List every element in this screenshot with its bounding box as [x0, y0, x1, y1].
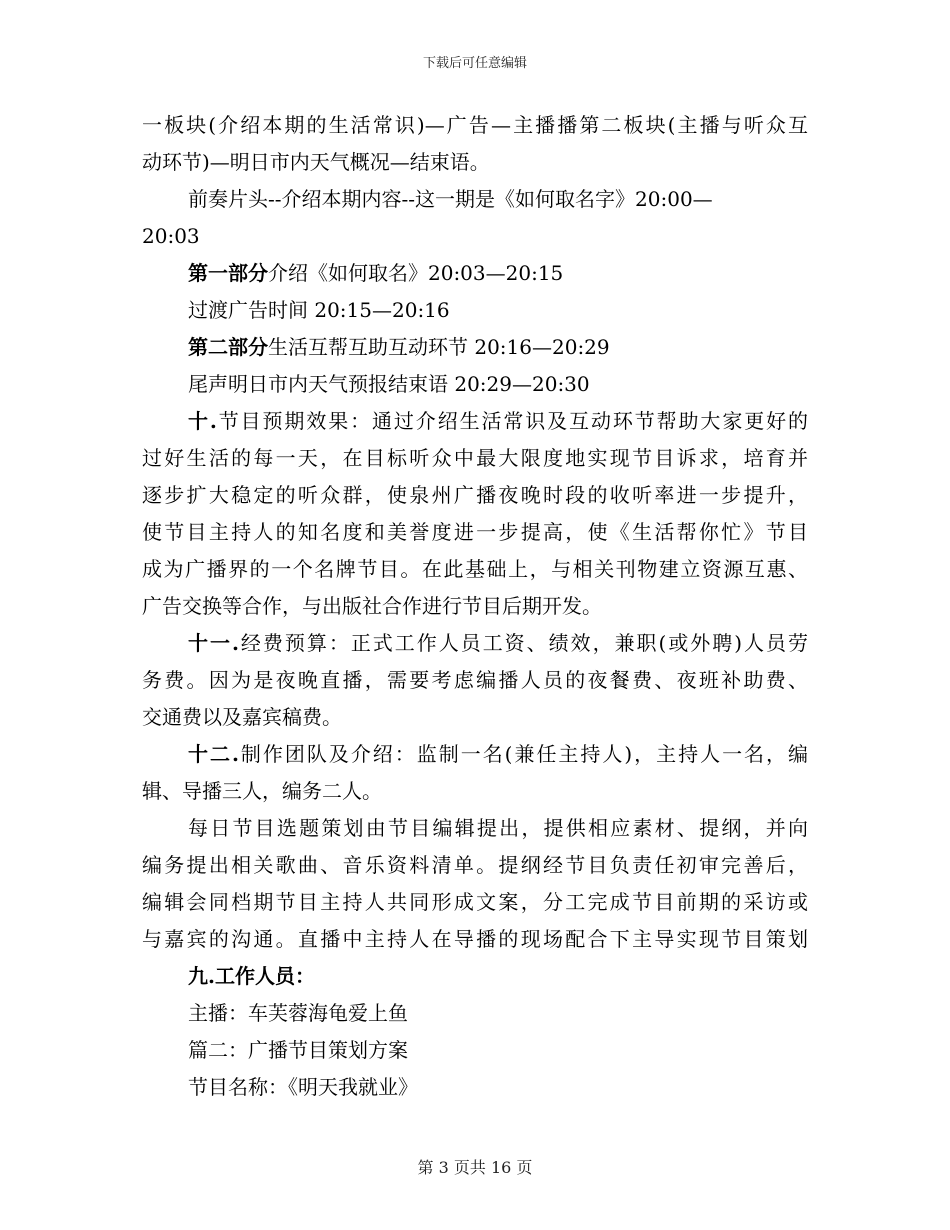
text-line: [142, 477, 808, 514]
line-text: 使节目主持人的知名度和美誉度进一步提高，使《生活帮你忙》节目: [142, 520, 808, 544]
line-text: 尾声明日市内天气预报结束语 20:29—20:30: [188, 372, 590, 396]
line-text: 过好生活的每一天，在目标听众中最大限度地实现节目诉求，培育并: [142, 446, 808, 470]
line-text: 节目名称：《明天我就业》: [188, 1075, 418, 1099]
text-line: [142, 107, 808, 144]
text-line: [142, 292, 808, 329]
page-footer: 第 3 页共 16 页: [417, 1158, 533, 1177]
line-text: 编务提出相关歌曲、音乐资料清单。提纲经节目负责任初审完善后，: [142, 853, 808, 877]
line-text: 广告交换等合作，与出版社合作进行节目后期开发。: [142, 594, 602, 618]
line-text: 介绍《如何取名》20:03—20:15: [268, 261, 564, 285]
line-text: 成为广播界的一个名牌节目。在此基础上，与相关刊物建立资源互惠、: [142, 557, 808, 581]
line-text: 务费。因为是夜晚直播，需要考虑编播人员的夜餐费、夜班补助费、: [142, 668, 808, 692]
text-line: [142, 440, 808, 477]
line-text: 节目预期效果：通过介绍生活常识及互动环节帮助大家更好的: [216, 409, 808, 433]
text-line: [142, 625, 808, 662]
text-line: [142, 810, 808, 847]
line-text: 篇二：广播节目策划方案: [188, 1038, 408, 1062]
line-text: 交通费以及嘉宾稿费。: [142, 705, 342, 729]
bold-heading: 十二.: [188, 742, 239, 766]
line-text: 与嘉宾的沟通。直播中主持人在导播的现场配合下主导实现节目策划: [142, 927, 808, 951]
text-line: [142, 144, 808, 181]
line-text: 动环节)—明日市内天气概况—结束语。: [142, 150, 490, 174]
text-line: [142, 662, 808, 699]
document-body: [142, 107, 808, 1106]
line-text: 编辑会同档期节目主持人共同形成文案，分工完成节目前期的采访或: [142, 890, 808, 914]
bold-heading: 十一.: [188, 631, 239, 655]
bold-heading: 第二部分: [188, 335, 268, 359]
text-line: [142, 736, 808, 773]
text-line: [142, 847, 808, 884]
text-line: [142, 514, 808, 551]
text-line: [142, 551, 808, 588]
text-line: [142, 921, 808, 958]
line-text: 辑、导播三人，编务二人。: [142, 779, 382, 803]
page-header: 下载后可任意编辑: [422, 56, 527, 71]
text-line: [142, 329, 808, 366]
line-text: 生活互帮互助互动环节 20:16—20:29: [268, 335, 610, 359]
text-line: [142, 588, 808, 625]
line-text: 经费预算：正式工作人员工资、绩效，兼职(或外聘)人员劳: [238, 631, 808, 655]
line-text: 一板块(介绍本期的生活常识)—广告—主播播第二板块(主播与听众互: [142, 113, 808, 137]
text-line: [142, 403, 808, 440]
text-line: [142, 995, 808, 1032]
line-text: 制作团队及介绍：监制一名(兼任主持人)，主持人一名，编: [238, 742, 808, 766]
bold-heading: 九.工作人员：: [188, 964, 315, 988]
line-text: 主播：车芙蓉海龟爱上鱼: [188, 1001, 408, 1025]
text-line: [142, 181, 808, 218]
line-text: 过渡广告时间 20:15—20:16: [188, 298, 450, 322]
text-line: [142, 366, 808, 403]
line-text: 每日节目选题策划由节目编辑提出，提供相应素材、提纲，并向: [188, 816, 808, 840]
text-line: [142, 1032, 808, 1069]
bold-heading: 十.: [188, 409, 217, 433]
line-text: 前奏片头--介绍本期内容--这一期是《如何取名字》20:00—: [188, 187, 713, 211]
bold-heading: 第一部分: [188, 261, 268, 285]
text-line: [142, 218, 808, 255]
text-line: [142, 773, 808, 810]
text-line: [142, 884, 808, 921]
text-line: [142, 1069, 808, 1106]
text-line: [142, 699, 808, 736]
line-text: 20:03: [142, 224, 200, 248]
text-line: [142, 958, 808, 995]
text-line: [142, 255, 808, 292]
line-text: 逐步扩大稳定的听众群，使泉州广播夜晚时段的收听率进一步提升，: [142, 483, 808, 507]
